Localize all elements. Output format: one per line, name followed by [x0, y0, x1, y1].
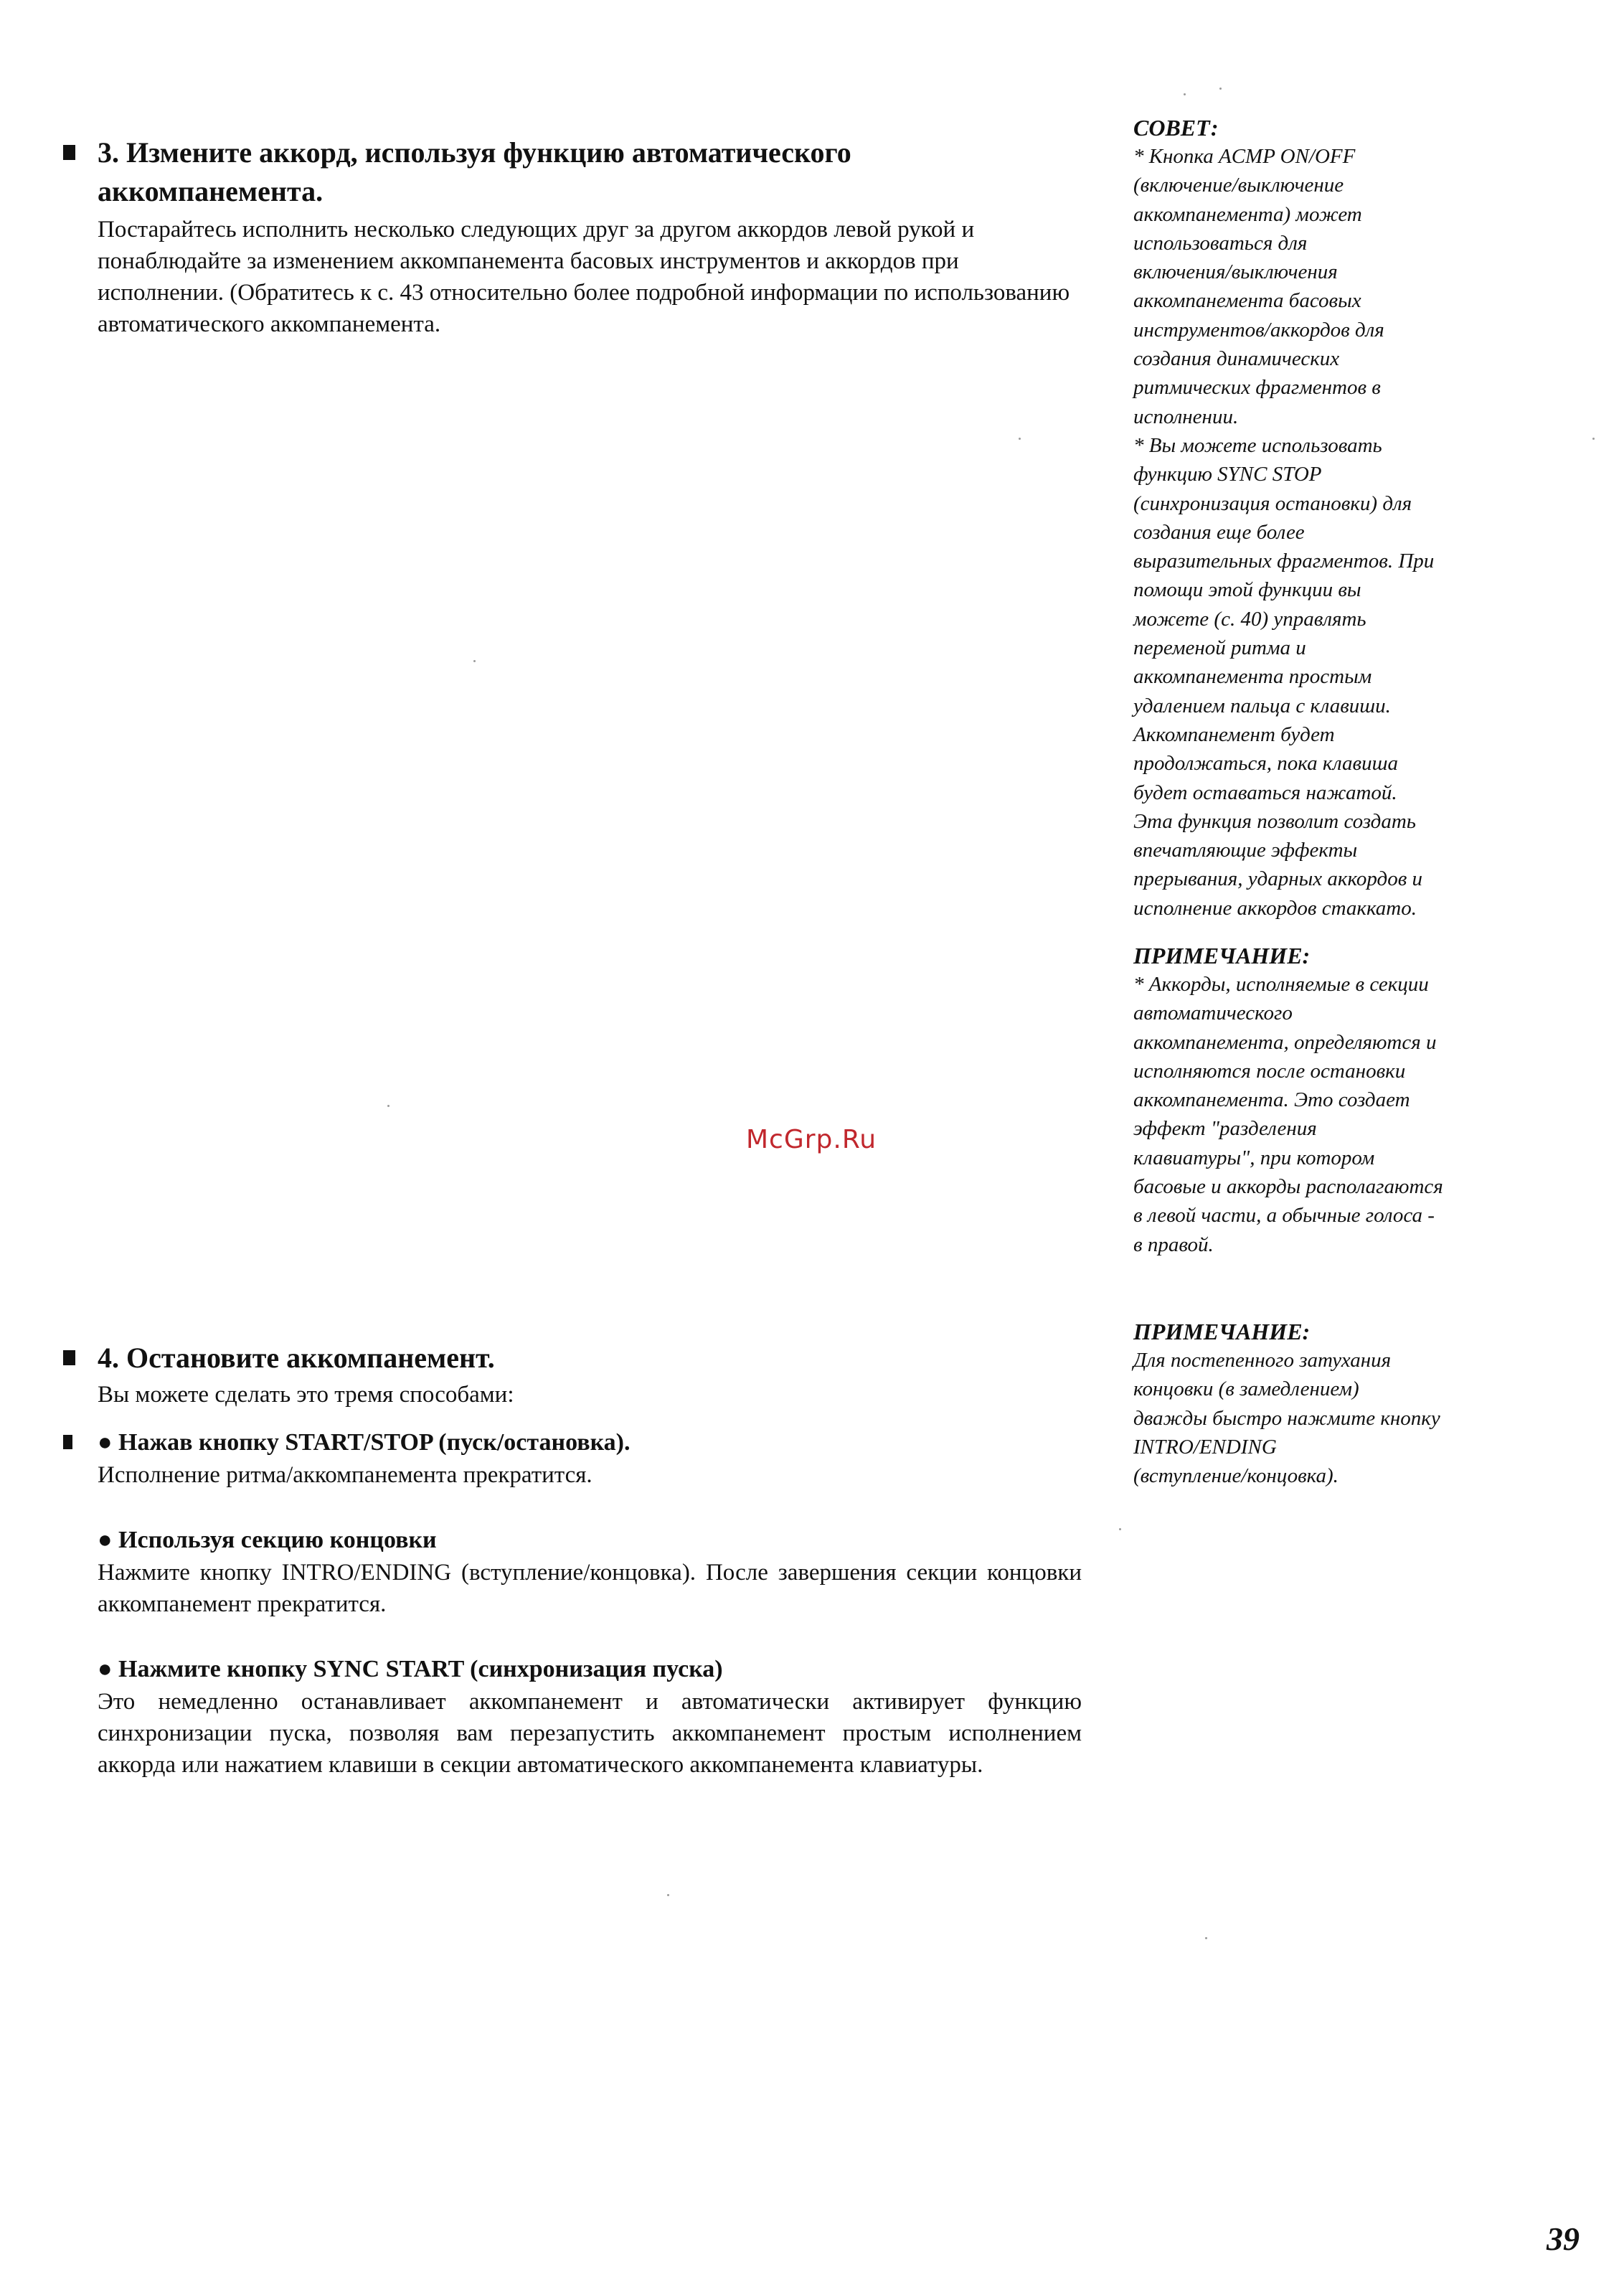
section-3	[63, 133, 1082, 340]
sidebar-line: эффект "разделения	[1133, 1117, 1317, 1141]
page-number: 39	[1547, 2220, 1580, 2257]
section-4-intro: Вы можете сделать это тремя способами:	[98, 1382, 514, 1408]
sidebar-line: создания динамических	[1133, 347, 1340, 371]
section-4-heading	[63, 1339, 1082, 1377]
method-title	[63, 1426, 1082, 1459]
sidebar-line: Эта функция позволит создать	[1133, 809, 1416, 833]
note-1-text	[1133, 970, 1549, 1259]
sidebar-line: функцию SYNC STOP	[1133, 463, 1322, 486]
sidebar-line: создания еще более	[1133, 520, 1305, 544]
method-title-text: Нажав кнопку START/STOP (пуск/остановка).	[118, 1429, 631, 1456]
note-block-1	[1133, 941, 1549, 1259]
sidebar-line: аккомпанемента, определяются и	[1133, 1030, 1437, 1054]
section-3-body: Постарайтесь исполнить несколько следующих друг за другом аккордов левой рукой и понаблюдайте за изменением аккомпанемента басовых инструментов и аккордов при исполнении. (Обратитесь к с. 43 относительно более подробной информации по использованию автоматического аккомпанемента.	[98, 217, 1070, 337]
sidebar-line: аккомпанемента) может	[1133, 202, 1362, 226]
section-4-title: Остановите аккомпанемент.	[126, 1342, 495, 1374]
scan-speck	[1184, 93, 1186, 95]
method-text: Это немедленно останавливает аккомпанемент и автоматически активирует функцию синхронизации пуска, позволяя вам перезапустить аккомпанемент простым исполнением аккорда или нажатием клавиши в секции автоматического аккомпанемента клавиатуры.	[98, 1689, 1082, 1778]
note-1-title: ПРИМЕЧАНИЕ:	[1133, 943, 1311, 969]
sidebar-line: в правой.	[1133, 1233, 1214, 1256]
sidebar-line: концовки (в замедлением)	[1133, 1377, 1359, 1401]
scan-speck	[1019, 438, 1021, 440]
scan-speck	[1592, 438, 1595, 440]
section-3-title: Измените аккорд, используя функцию автоматического аккомпанемента.	[98, 136, 851, 207]
sidebar-line: (вступление/концовка).	[1133, 1464, 1339, 1488]
sidebar-line: прерывания, ударных аккордов и	[1133, 867, 1423, 891]
sidebar-line: включения/выключения	[1133, 260, 1338, 284]
tip-block	[1133, 113, 1549, 923]
sidebar-line: дважды быстро нажмите кнопку	[1133, 1406, 1440, 1430]
sidebar-line: * Вы можете использовать	[1133, 433, 1382, 457]
method-text: Нажмите кнопку INTRO/ENDING (вступление/концовка). После завершения секции концовки аккомпанемент прекратится.	[98, 1560, 1082, 1617]
section-4	[63, 1339, 1082, 1781]
square-bullet-icon	[63, 145, 75, 160]
sidebar-line: использоваться для	[1133, 231, 1308, 255]
sidebar-line: выразительных фрагментов. При	[1133, 550, 1435, 573]
method-title	[63, 1524, 1082, 1557]
sidebar-line: будет оставаться нажатой.	[1133, 781, 1397, 804]
tip-text	[1133, 142, 1549, 923]
method-title-text: Используя секцию концовки	[118, 1527, 437, 1553]
round-bullet-icon: ●	[98, 1527, 113, 1553]
sidebar-line: исполняются после остановки	[1133, 1059, 1406, 1083]
method-title-text: Нажмите кнопку SYNC START (синхронизация пуска)	[118, 1656, 723, 1682]
sidebar-line: исполнении.	[1133, 405, 1239, 428]
square-bullet-icon	[63, 1350, 75, 1365]
sidebar-line: помощи этой функции вы	[1133, 578, 1361, 602]
sidebar-line: басовые и аккорды располагаются	[1133, 1175, 1443, 1199]
sidebar-line: можете (с. 40) управлять	[1133, 607, 1366, 631]
scan-speck	[387, 1105, 390, 1107]
round-bullet-icon: ●	[98, 1656, 113, 1682]
sidebar-line: продолжаться, пока клавиша	[1133, 752, 1399, 776]
sidebar-line: * Аккорды, исполняемые в секции	[1133, 973, 1429, 996]
section-3-number: 3.	[98, 136, 119, 169]
scan-speck	[1205, 1937, 1207, 1939]
method-title	[63, 1653, 1082, 1686]
tip-title: СОВЕТ:	[1133, 115, 1219, 141]
scan-speck	[1219, 88, 1222, 90]
method-text: Исполнение ритма/аккомпанемента прекратится.	[98, 1462, 593, 1488]
sidebar-line: исполнение аккордов стаккато.	[1133, 896, 1417, 920]
square-bullet-icon	[63, 1435, 72, 1449]
sidebar-line: клавиатуры", при котором	[1133, 1146, 1375, 1169]
scan-speck	[1119, 1528, 1121, 1530]
sidebar-line: Для постепенного затухания	[1133, 1349, 1392, 1372]
scan-speck	[667, 1894, 669, 1896]
method-start-stop	[63, 1426, 1082, 1491]
section-3-heading	[63, 133, 1082, 211]
sidebar-line: в левой части, а обычные голоса -	[1133, 1204, 1435, 1228]
note-2-title: ПРИМЕЧАНИЕ:	[1133, 1319, 1311, 1344]
sidebar-line: аккомпанемента басовых	[1133, 289, 1361, 313]
sidebar-line: удалением пальца с клавиши.	[1133, 694, 1391, 717]
method-ending	[63, 1524, 1082, 1620]
section-4-number: 4.	[98, 1342, 119, 1374]
sidebar-line: аккомпанемента простым	[1133, 665, 1372, 689]
scan-speck	[473, 660, 476, 662]
round-bullet-icon: ●	[98, 1429, 113, 1456]
sidebar-line: инструментов/аккордов для	[1133, 318, 1384, 341]
sidebar-line: INTRO/ENDING	[1133, 1435, 1277, 1459]
note-2-text	[1133, 1346, 1549, 1490]
sidebar-line: (синхронизация остановки) для	[1133, 491, 1412, 515]
sidebar-line: переменой ритма и	[1133, 636, 1306, 660]
method-sync-start	[63, 1653, 1082, 1781]
watermark-text: McGrp.Ru	[746, 1125, 877, 1154]
sidebar-line: автоматического	[1133, 1002, 1293, 1025]
sidebar-line: Аккомпанемент будет	[1133, 722, 1335, 746]
sidebar-line: (включение/выключение	[1133, 174, 1344, 197]
note-block-2	[1133, 1317, 1549, 1490]
sidebar-line: впечатляющие эффекты	[1133, 839, 1358, 862]
sidebar-line: аккомпанемента. Это создает	[1133, 1088, 1410, 1112]
sidebar-line: * Кнопка ACMP ON/OFF	[1133, 145, 1356, 168]
sidebar-line: ритмических фрагментов в	[1133, 376, 1381, 400]
